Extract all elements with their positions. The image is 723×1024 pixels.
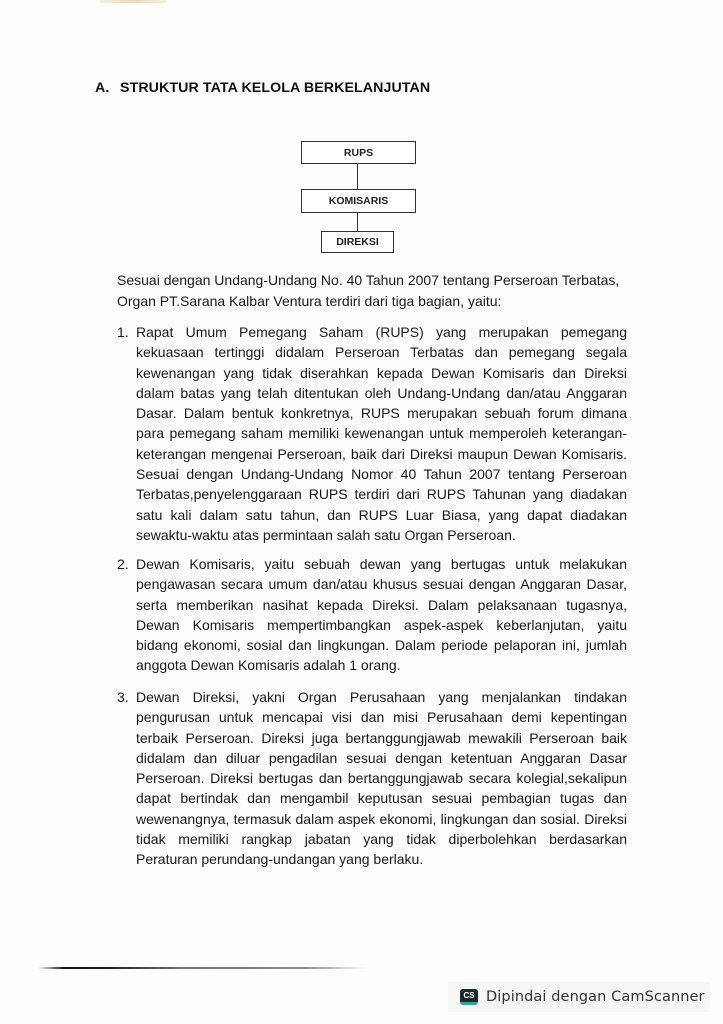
camscanner-label: Dipindai dengan CamScanner — [486, 989, 705, 1005]
org-node-rups: RUPS — [301, 141, 416, 164]
list-item — [117, 687, 627, 870]
camscanner-watermark — [448, 982, 710, 1012]
list-text: Dewan Komisaris, yaitu sebuah dewan yang bertugas untuk melakukan pengawasan secara umum dan/atau khusus sesuai dengan Anggaran Dasar, serta memberikan nasihat kepada Direksi. Dalam pelaksanaan tugasnya, Dewan Komisaris mempertimbangkan aspek-aspek keberlanjutan, yaitu bidang ekonomi, sosial dan lingkungan. Dalam periode pelaporan ini, jumlah anggota Dewan Komisaris adalah 1 orang. — [136, 556, 627, 674]
section-number: A. — [95, 80, 110, 96]
list-item — [117, 322, 627, 545]
list-item — [117, 554, 627, 676]
list-number: 1. — [117, 324, 129, 340]
list-number: 2. — [117, 556, 129, 572]
org-connector — [357, 164, 358, 189]
org-node-direksi: DIREKSI — [321, 231, 394, 253]
camscanner-logo-icon: CS — [460, 989, 478, 1005]
section-title: STRUKTUR TATA KELOLA BERKELANJUTAN — [120, 80, 431, 96]
list-text: Rapat Umum Pemegang Saham (RUPS) yang merupakan pemegang kekuasaan tertinggi didalam Perseroan Terbatas dan pemegang segala kewenangan yang tidak diserahkan kepada Dewan Komisaris dan Direksi dalam batas yang telah ditentukan oleh Undang-Undang dan/atau Anggaran Dasar. Dalam bentuk konkretnya, RUPS merupakan sebuah forum dimana para pemegang saham memiliki kewenangan untuk memperoleh keterangan-keterangan mengenai Perseroan, baik dari Direksi maupun Dewan Komisaris. Sesuai dengan Undang-Undang Nomor 40 Tahun 2007 tentang Perseroan Terbatas,penyelenggaraan RUPS terdiri dari RUPS Tahunan yang diadakan satu kali dalam satu tahun, dan RUPS Luar Biasa, yang dapat diadakan sewaktu-waktu atas permintaan salah satu Organ Perseroan. — [136, 324, 627, 543]
list-text: Dewan Direksi, yakni Organ Perusahaan yang menjalankan tindakan pengurusan untuk mencapai visi dan misi Perusahaan demi kepentingan terbaik Perseroan. Direksi juga bertanggungjawab mewakili Perseroan baik didalam dan diluar pengadilan sesuai dengan ketentuan Anggaran Dasar Perseroan. Direksi bertugas dan bertanggungjawab secara kolegial,sekalipun dapat bertindak dan mengambil keputusan sesuai pembagian tugas dan wewenangnya, termasuk dalam aspek ekonomi, lingkungan dan sosial. Direksi tidak memiliki rangkap jabatan yang tidak diperbolehkan berdasarkan Peraturan perundang-undangan yang berlaku. — [136, 689, 627, 868]
scan-edge-mark — [100, 0, 166, 3]
intro-paragraph: Sesuai dengan Undang-Undang No. 40 Tahun 2007 tentang Perseroan Terbatas, Organ PT.Sarana Kalbar Ventura terdiri dari tiga bagian, yaitu: — [117, 272, 620, 309]
page-bottom-rule — [38, 967, 368, 969]
org-node-komisaris: KOMISARIS — [301, 189, 416, 213]
list-number: 3. — [117, 689, 129, 705]
org-connector — [357, 213, 358, 231]
section-heading — [95, 80, 430, 96]
